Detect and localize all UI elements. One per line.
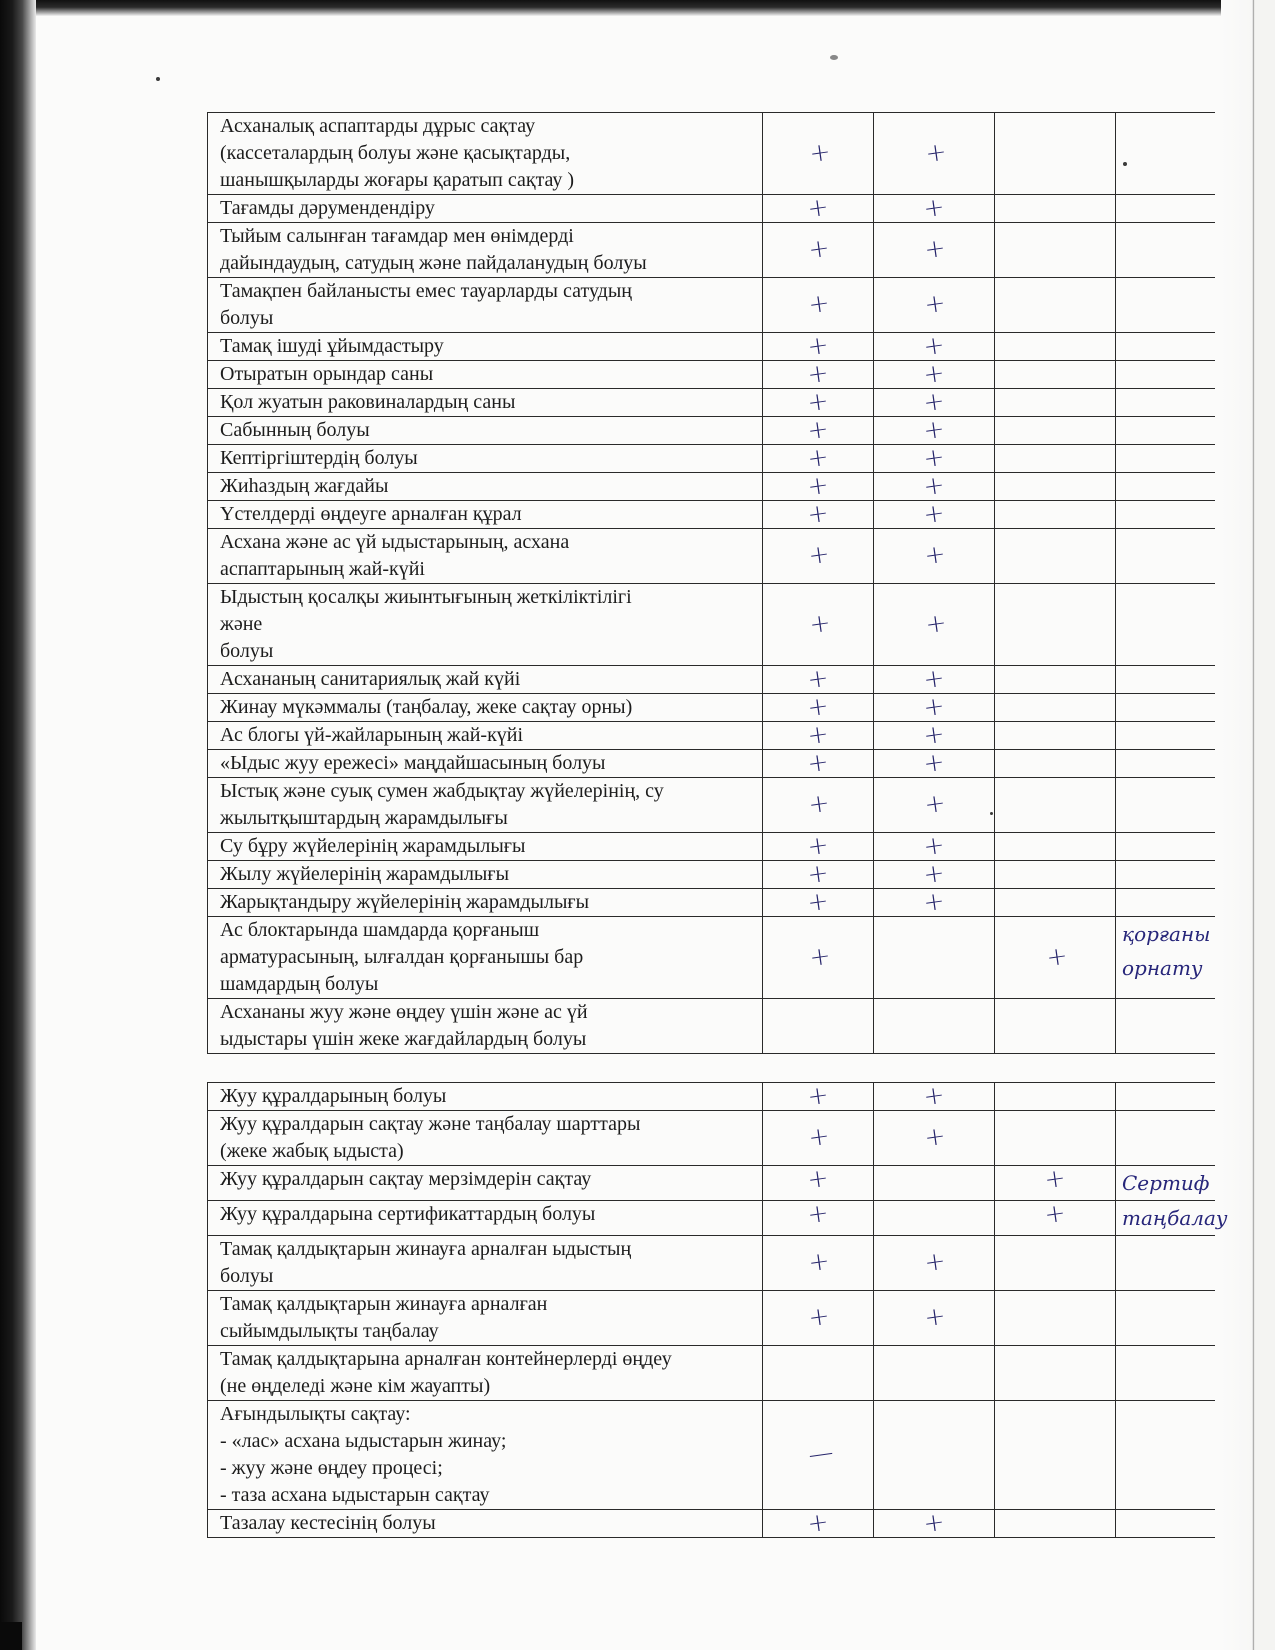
note-cell xyxy=(1116,1166,1216,1201)
criterion-cell: Ас блогы үй-жайларының жай-күйі xyxy=(208,722,763,750)
table-row xyxy=(208,1236,1216,1291)
criterion-cell: Тамақ қалдықтарын жинауға арналған ыдыстың болуы xyxy=(208,1236,763,1291)
table-row xyxy=(208,750,1216,778)
mark-cell xyxy=(874,1166,995,1201)
note-cell xyxy=(1116,861,1216,889)
criterion-cell: «Ыдыс жуу ережесі» маңдайшасының болуы xyxy=(208,750,763,778)
table-row xyxy=(208,1166,1216,1201)
criterion-cell: Ыдыстың қосалқы жиынтығының жеткіліктілігі және болуы xyxy=(208,584,763,666)
handwritten-mark xyxy=(1000,577,1111,618)
note-cell xyxy=(1116,445,1216,473)
mark-cell xyxy=(874,529,995,584)
handwritten-note: Сертиф xyxy=(1122,1171,1210,1195)
handwritten-mark: — xyxy=(806,1437,836,1470)
criterion-cell: Отыратын орындар саны xyxy=(208,361,763,389)
checklist-table-top xyxy=(207,112,1215,1054)
handwritten-mark: + xyxy=(805,441,831,474)
handwritten-mark: + xyxy=(922,1120,948,1153)
mark-cell xyxy=(874,1111,995,1166)
criterion-cell: Ыстық және суық сумен жабдықтау жүйелерінің, су жылытқыштардың жарамдылығы xyxy=(208,778,763,833)
mark-cell xyxy=(763,778,874,833)
table-row xyxy=(208,1201,1216,1236)
mark-cell xyxy=(995,333,1116,361)
note-cell xyxy=(1116,1401,1216,1510)
handwritten-mark: + xyxy=(922,1300,948,1333)
criterion-cell: Тамақ қалдықтарына арналған контейнерлерді өңдеу (не өңделеді және кім жауапты) xyxy=(208,1346,763,1401)
handwritten-mark: + xyxy=(805,718,831,751)
handwritten-mark: + xyxy=(805,885,831,918)
mark-cell xyxy=(995,778,1116,833)
criterion-cell: Асхананың санитариялық жай күйі xyxy=(208,666,763,694)
table-row xyxy=(208,1111,1216,1166)
handwritten-mark: + xyxy=(805,191,831,224)
table-row xyxy=(208,1401,1216,1510)
criterion-cell: Су бұру жүйелерінің жарамдылығы xyxy=(208,833,763,861)
mark-cell xyxy=(763,529,874,584)
handwritten-mark: + xyxy=(805,746,831,779)
handwritten-mark: + xyxy=(921,1506,947,1539)
mark-cell xyxy=(763,1506,874,1539)
mark-cell xyxy=(995,1346,1116,1401)
criterion-cell: Тамақ қалдықтарын жинауға арналған сыйымдылықты таңбалау xyxy=(208,1291,763,1346)
note-cell xyxy=(1116,1236,1216,1291)
criterion-cell: Жылу жүйелерінің жарамдылығы xyxy=(208,861,763,889)
mark-cell xyxy=(874,113,995,195)
table-row xyxy=(208,1510,1216,1538)
mark-cell xyxy=(763,113,874,195)
criterion-cell: Жуу құралдарына сертификаттардың болуы xyxy=(208,1201,763,1236)
criterion-cell: Асханалық аспаптарды дұрыс сақтау (кассеталардың болуы және қасықтарды, шанышқыларды жоғары қаратып сақтау ) xyxy=(208,113,763,195)
table-row xyxy=(208,666,1216,694)
criterion-cell: Жиһаздың жағдайы xyxy=(208,473,763,501)
criterion-cell: Тағамды дәрумендендіру xyxy=(208,195,763,223)
handwritten-mark: + xyxy=(806,787,832,820)
note-cell xyxy=(1116,501,1216,529)
mark-cell xyxy=(874,1236,995,1291)
handwritten-note: таңбалау xyxy=(1122,1206,1228,1230)
criterion-cell: Асхана және ас үй ыдыстарының, асхана аспаптарының жай-күйі xyxy=(208,529,763,584)
handwritten-mark: + xyxy=(921,718,947,751)
table-row xyxy=(208,584,1216,666)
mark-cell xyxy=(995,861,1116,889)
table-row xyxy=(208,333,1216,361)
mark-cell xyxy=(763,278,874,333)
handwritten-mark: + xyxy=(806,1300,832,1333)
checklist-table-bottom xyxy=(207,1079,1228,1539)
handwritten-mark: + xyxy=(805,857,831,890)
mark-cell xyxy=(874,778,995,833)
mark-cell xyxy=(874,1346,995,1401)
mark-cell xyxy=(763,1346,874,1401)
table-row xyxy=(208,195,1216,223)
mark-cell xyxy=(763,1291,874,1346)
handwritten-mark: + xyxy=(805,690,831,723)
handwritten-mark: + xyxy=(921,885,947,918)
handwritten-mark: + xyxy=(921,329,947,362)
handwritten-mark: + xyxy=(922,232,948,265)
table-row xyxy=(208,113,1216,195)
handwritten-mark: + xyxy=(922,538,948,571)
handwritten-mark: + xyxy=(806,538,832,571)
scan-speck xyxy=(830,55,838,60)
note-cell xyxy=(1116,1346,1216,1401)
criterion-cell: Қол жуатын раковиналардың саны xyxy=(208,389,763,417)
table-row xyxy=(208,694,1216,722)
criterion-cell: Жарықтандыру жүйелерінің жарамдылығы xyxy=(208,889,763,917)
checklist-table-top-body xyxy=(208,113,1216,1054)
table-row xyxy=(208,861,1216,889)
note-cell xyxy=(1116,113,1216,195)
handwritten-mark: + xyxy=(1042,1197,1068,1230)
handwritten-mark: + xyxy=(806,1120,832,1153)
table-row xyxy=(208,833,1216,861)
mark-cell xyxy=(874,278,995,333)
scan-edge-left xyxy=(0,0,36,1650)
handwritten-mark: + xyxy=(805,385,831,418)
mark-cell xyxy=(995,278,1116,333)
handwritten-mark: + xyxy=(805,329,831,362)
note-cell xyxy=(1116,666,1216,694)
table-row xyxy=(208,1346,1216,1401)
handwritten-mark: + xyxy=(807,136,833,168)
table-row xyxy=(208,445,1216,473)
criterion-cell: Тамақ ішуді ұйымдастыру xyxy=(208,333,763,361)
handwritten-mark: + xyxy=(921,191,947,224)
handwritten-mark: + xyxy=(805,497,831,530)
mark-cell xyxy=(874,1506,995,1539)
note-cell xyxy=(1116,278,1216,333)
mark-cell xyxy=(995,722,1116,750)
mark-cell xyxy=(995,694,1116,722)
note-cell xyxy=(1116,1201,1228,1236)
table-row xyxy=(208,1083,1216,1111)
table-row xyxy=(208,778,1216,833)
note-cell xyxy=(1116,917,1216,999)
handwritten-mark: + xyxy=(921,441,947,474)
mark-cell xyxy=(995,1236,1116,1291)
mark-cell xyxy=(995,1401,1116,1510)
table-row xyxy=(208,417,1216,445)
handwritten-mark: + xyxy=(805,1197,831,1230)
handwritten-note: қорғаны орнату xyxy=(1122,922,1211,980)
scan-edge-bottom-left xyxy=(0,1622,22,1650)
handwritten-mark xyxy=(1000,106,1111,147)
note-cell xyxy=(1116,361,1216,389)
criterion-cell: Жуу құралдарын сақтау мерзімдерін сақтау xyxy=(208,1166,763,1201)
handwritten-mark: + xyxy=(921,857,947,890)
criterion-cell: Ас блоктарында шамдарда қорғаныш арматурасының, ылғалдан қорғанышы бар шамдардың болуы xyxy=(208,917,763,999)
mark-cell xyxy=(995,473,1116,501)
handwritten-mark: + xyxy=(922,1245,948,1278)
handwritten-mark: + xyxy=(921,497,947,530)
mark-cell xyxy=(763,584,874,666)
table-row xyxy=(208,501,1216,529)
scan-edge-top xyxy=(36,0,1221,16)
note-cell xyxy=(1116,1111,1216,1166)
note-cell xyxy=(1116,417,1216,445)
handwritten-mark xyxy=(999,1394,1112,1449)
handwritten-mark: + xyxy=(805,662,831,695)
mark-cell xyxy=(763,917,874,999)
criterion-cell: Тыйым салынған тағамдар мен өнімдерді дайындаудың, сатудың және пайдаланудың болуы xyxy=(208,223,763,278)
table-row xyxy=(208,917,1216,999)
table-row xyxy=(208,889,1216,917)
note-cell xyxy=(1116,389,1216,417)
note-cell xyxy=(1116,750,1216,778)
table-row xyxy=(208,529,1216,584)
handwritten-mark: + xyxy=(922,787,948,820)
criterion-cell: Сабынның болуы xyxy=(208,417,763,445)
note-cell xyxy=(1116,529,1216,584)
mark-cell xyxy=(763,1236,874,1291)
mark-cell xyxy=(874,999,995,1054)
note-cell xyxy=(1116,473,1216,501)
handwritten-mark: + xyxy=(922,287,948,320)
criterion-cell: Тамақпен байланысты емес тауарларды сатудың болуы xyxy=(208,278,763,333)
table-row xyxy=(208,722,1216,750)
scan-edge-right xyxy=(1221,0,1275,1650)
mark-cell xyxy=(763,1401,874,1510)
handwritten-mark: + xyxy=(921,690,947,723)
handwritten-mark xyxy=(878,1394,991,1449)
mark-cell xyxy=(995,917,1116,999)
handwritten-mark: + xyxy=(806,287,832,320)
criterion-cell: Ағындылықты сақтау: - «лас» асхана ыдыстарын жинау; - жуу және өңдеу процесі; - таза асхана ыдыстарын сақтау xyxy=(208,1401,763,1510)
mark-cell xyxy=(995,389,1116,417)
mark-cell xyxy=(763,1111,874,1166)
handwritten-mark: + xyxy=(923,607,949,639)
mark-cell xyxy=(874,917,995,999)
criterion-cell: Кептіргіштердің болуы xyxy=(208,445,763,473)
table-row xyxy=(208,1291,1216,1346)
note-cell xyxy=(1116,1291,1216,1346)
handwritten-mark: + xyxy=(921,662,947,695)
handwritten-mark: + xyxy=(921,829,947,862)
handwritten-mark: + xyxy=(805,829,831,862)
mark-cell xyxy=(995,223,1116,278)
note-cell xyxy=(1116,999,1216,1054)
mark-cell xyxy=(995,999,1116,1054)
mark-cell xyxy=(874,1401,995,1510)
note-cell xyxy=(1116,584,1216,666)
handwritten-mark: + xyxy=(921,385,947,418)
mark-cell xyxy=(995,445,1116,473)
mark-cell xyxy=(995,1291,1116,1346)
handwritten-mark: + xyxy=(806,232,832,265)
table-row xyxy=(208,389,1216,417)
handwritten-mark: + xyxy=(921,413,947,446)
handwritten-mark: + xyxy=(921,746,947,779)
note-cell xyxy=(1116,889,1216,917)
mark-cell xyxy=(995,361,1116,389)
handwritten-mark: + xyxy=(805,1162,831,1195)
handwritten-mark: + xyxy=(807,940,833,972)
mark-cell xyxy=(995,1111,1116,1166)
table-row xyxy=(208,361,1216,389)
criterion-cell: Үстелдерді өңдеуге арналған құрал xyxy=(208,501,763,529)
handwritten-mark: + xyxy=(805,469,831,502)
handwritten-mark: + xyxy=(805,357,831,390)
table-row xyxy=(208,473,1216,501)
handwritten-mark: + xyxy=(1044,940,1070,972)
note-cell xyxy=(1116,694,1216,722)
handwritten-mark: + xyxy=(921,1079,947,1112)
mark-cell xyxy=(874,584,995,666)
handwritten-mark: + xyxy=(805,1079,831,1112)
mark-cell xyxy=(995,113,1116,195)
handwritten-mark: + xyxy=(807,607,833,639)
scan-speck xyxy=(156,77,160,81)
mark-cell xyxy=(874,1291,995,1346)
mark-cell xyxy=(763,999,874,1054)
mark-cell xyxy=(995,417,1116,445)
handwritten-mark: + xyxy=(921,469,947,502)
note-cell xyxy=(1116,195,1216,223)
criterion-cell: Асхананы жуу және өңдеу үшін және ас үй ыдыстары үшін жеке жағдайлардың болуы xyxy=(208,999,763,1054)
handwritten-mark: + xyxy=(806,1245,832,1278)
handwritten-mark: + xyxy=(1042,1162,1068,1195)
note-cell xyxy=(1116,333,1216,361)
note-cell xyxy=(1116,833,1216,861)
handwritten-mark xyxy=(1002,1075,1109,1090)
mark-cell xyxy=(995,584,1116,666)
handwritten-mark: + xyxy=(805,1506,831,1539)
table-row xyxy=(208,223,1216,278)
note-cell xyxy=(1116,778,1216,833)
criterion-cell: Жинау мүкәммалы (таңбалау, жеке сақтау орны) xyxy=(208,694,763,722)
criterion-cell: Жуу құралдарының болуы xyxy=(208,1083,763,1111)
mark-cell xyxy=(995,833,1116,861)
table-row xyxy=(208,278,1216,333)
handwritten-mark: + xyxy=(921,357,947,390)
checklist-table-bottom-body xyxy=(208,1079,1228,1539)
note-cell xyxy=(1116,722,1216,750)
table-row xyxy=(208,999,1216,1054)
mark-cell xyxy=(995,666,1116,694)
handwritten-mark: + xyxy=(805,413,831,446)
mark-cell xyxy=(763,223,874,278)
mark-cell xyxy=(995,529,1116,584)
criterion-cell: Тазалау кестесінің болуы xyxy=(208,1510,763,1538)
criterion-cell: Жуу құралдарын сақтау және таңбалау шарттары (жеке жабық ыдыста) xyxy=(208,1111,763,1166)
note-cell xyxy=(1116,1510,1216,1538)
handwritten-mark: + xyxy=(923,136,949,168)
note-cell xyxy=(1116,223,1216,278)
mark-cell xyxy=(995,1510,1116,1538)
mark-cell xyxy=(874,223,995,278)
note-cell xyxy=(1116,1083,1216,1111)
